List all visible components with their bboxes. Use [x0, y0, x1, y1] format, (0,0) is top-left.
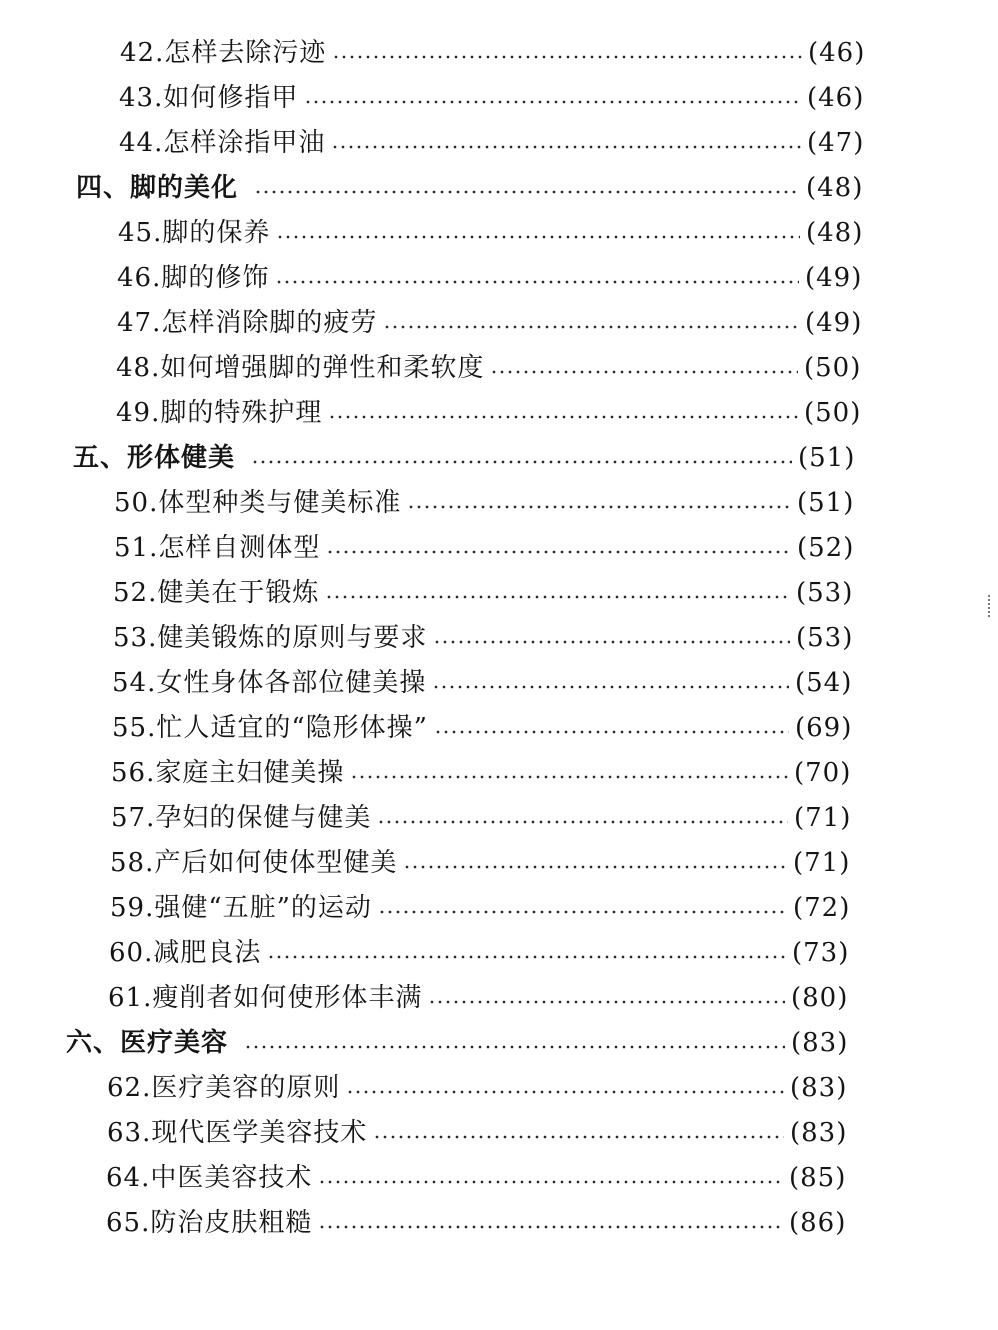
- toc-page-number: (83): [791, 1028, 849, 1058]
- toc-title: 50.体型种类与健美标准: [114, 488, 402, 518]
- toc-page-number: (52): [797, 533, 855, 563]
- toc-title: 47.怎样消除脚的疲劳: [117, 308, 378, 338]
- toc-title: 51.怎样自测体型: [114, 533, 321, 563]
- toc-page-number: (71): [794, 803, 852, 833]
- toc-entry: [0, 886, 998, 931]
- toc-title: 48.如何增强脚的弹性和柔软度: [116, 353, 485, 383]
- toc-page-number: (48): [806, 218, 864, 248]
- toc-page-number: (46): [807, 83, 865, 113]
- toc-entry: [0, 211, 998, 256]
- toc-page-number: (46): [808, 38, 866, 68]
- dot-leader: [331, 145, 801, 149]
- dot-leader: [325, 595, 790, 599]
- toc-title: 六、医疗美容: [66, 1028, 229, 1058]
- dot-leader: [328, 415, 798, 419]
- toc-entry: [0, 301, 998, 346]
- dot-leader: [377, 820, 788, 824]
- toc-entry: [0, 31, 998, 76]
- toc-title: 58.产后如何使体型健美: [110, 848, 398, 878]
- toc-entry: [0, 1111, 998, 1156]
- margin-mark: [988, 595, 993, 617]
- dot-leader: [433, 640, 790, 644]
- toc-page-number: (85): [789, 1163, 847, 1193]
- dot-leader: [318, 1225, 783, 1229]
- toc-title: 53.健美锻炼的原则与要求: [113, 623, 428, 653]
- dot-leader: [428, 1000, 785, 1004]
- toc-page-number: (53): [796, 578, 854, 608]
- dot-leader: [378, 910, 787, 914]
- dot-leader: [332, 55, 802, 59]
- toc-page-number: (73): [792, 938, 850, 968]
- dot-leader: [383, 325, 799, 329]
- toc-title: 60.减肥良法: [109, 938, 262, 968]
- toc-entry: [0, 1066, 998, 1111]
- toc-page-number: (72): [793, 893, 851, 923]
- toc-entry: [0, 1201, 998, 1246]
- toc-entry: [0, 931, 998, 976]
- toc-entry: [0, 481, 998, 526]
- toc-title: 56.家庭主妇健美操: [111, 758, 345, 788]
- dot-leader: [407, 505, 791, 509]
- toc-page-number: (71): [793, 848, 851, 878]
- dot-leader: [267, 955, 786, 959]
- dot-leader: [251, 460, 792, 464]
- toc-title: 44.怎样涂指甲油: [119, 128, 326, 158]
- toc-section-heading: [0, 166, 998, 211]
- toc-title: 43.如何修指甲: [119, 83, 299, 113]
- dot-leader: [432, 685, 789, 689]
- toc-title: 四、脚的美化: [76, 173, 239, 203]
- toc-page-number: (54): [795, 668, 853, 698]
- toc-page-number: (49): [805, 263, 863, 293]
- toc-title: 52.健美在于锻炼: [113, 578, 320, 608]
- dot-leader: [244, 1045, 785, 1049]
- dot-leader: [403, 865, 787, 869]
- dot-leader: [304, 100, 801, 104]
- toc-entry: [0, 121, 998, 166]
- toc-title: 五、形体健美: [73, 443, 236, 473]
- toc-entry: [0, 751, 998, 796]
- dot-leader: [346, 1090, 784, 1094]
- toc-entry: [0, 706, 998, 751]
- dot-leader: [275, 280, 799, 284]
- dot-leader: [490, 370, 798, 374]
- dot-leader: [373, 1135, 784, 1139]
- toc-page-number: (50): [804, 353, 862, 383]
- dot-leader: [434, 730, 789, 734]
- toc-entry: [0, 1156, 998, 1201]
- toc-title: 59.强健“五脏”的运动: [110, 893, 372, 923]
- dot-leader: [276, 235, 800, 239]
- toc-page-number: (51): [797, 488, 855, 518]
- toc-page-number: (50): [804, 398, 862, 428]
- toc-entry: [0, 76, 998, 121]
- toc-page-number: (86): [789, 1208, 847, 1238]
- dot-leader: [326, 550, 791, 554]
- toc-title: 61.瘦削者如何使形体丰满: [108, 983, 423, 1013]
- toc-title: 63.现代医学美容技术: [107, 1118, 368, 1148]
- toc-title: 54.女性身体各部位健美操: [112, 668, 427, 698]
- toc-page-number: (70): [794, 758, 852, 788]
- toc-page-number: (48): [806, 173, 864, 203]
- table-of-contents: [0, 31, 998, 1246]
- toc-title: 46.脚的修饰: [117, 263, 270, 293]
- toc-entry: [0, 616, 998, 661]
- toc-title: 45.脚的保养: [118, 218, 271, 248]
- toc-section-heading: [0, 1021, 998, 1066]
- toc-title: 64.中医美容技术: [106, 1163, 313, 1193]
- toc-title: 49.脚的特殊护理: [116, 398, 323, 428]
- toc-title: 55.忙人适宜的“隐形体操”: [112, 713, 428, 743]
- toc-title: 62.医疗美容的原则: [107, 1073, 341, 1103]
- dot-leader: [318, 1180, 783, 1184]
- toc-entry: [0, 256, 998, 301]
- toc-page-number: (83): [790, 1118, 848, 1148]
- toc-title: 42.怎样去除污迹: [120, 38, 327, 68]
- toc-entry: [0, 976, 998, 1021]
- toc-page-number: (69): [795, 713, 853, 743]
- dot-leader: [254, 190, 800, 194]
- dot-leader: [350, 775, 788, 779]
- toc-page-number: (80): [791, 983, 849, 1013]
- toc-page-number: (53): [796, 623, 854, 653]
- toc-page-number: (83): [790, 1073, 848, 1103]
- toc-entry: [0, 391, 998, 436]
- toc-entry: [0, 571, 998, 616]
- toc-entry: [0, 526, 998, 571]
- toc-entry: [0, 661, 998, 706]
- toc-section-heading: [0, 436, 998, 481]
- toc-title: 57.孕妇的保健与健美: [111, 803, 372, 833]
- toc-entry: [0, 841, 998, 886]
- toc-entry: [0, 796, 998, 841]
- toc-entry: [0, 346, 998, 391]
- toc-page-number: (49): [805, 308, 863, 338]
- toc-page-number: (47): [807, 128, 865, 158]
- toc-page-number: (51): [798, 443, 856, 473]
- toc-title: 65.防治皮肤粗糙: [106, 1208, 313, 1238]
